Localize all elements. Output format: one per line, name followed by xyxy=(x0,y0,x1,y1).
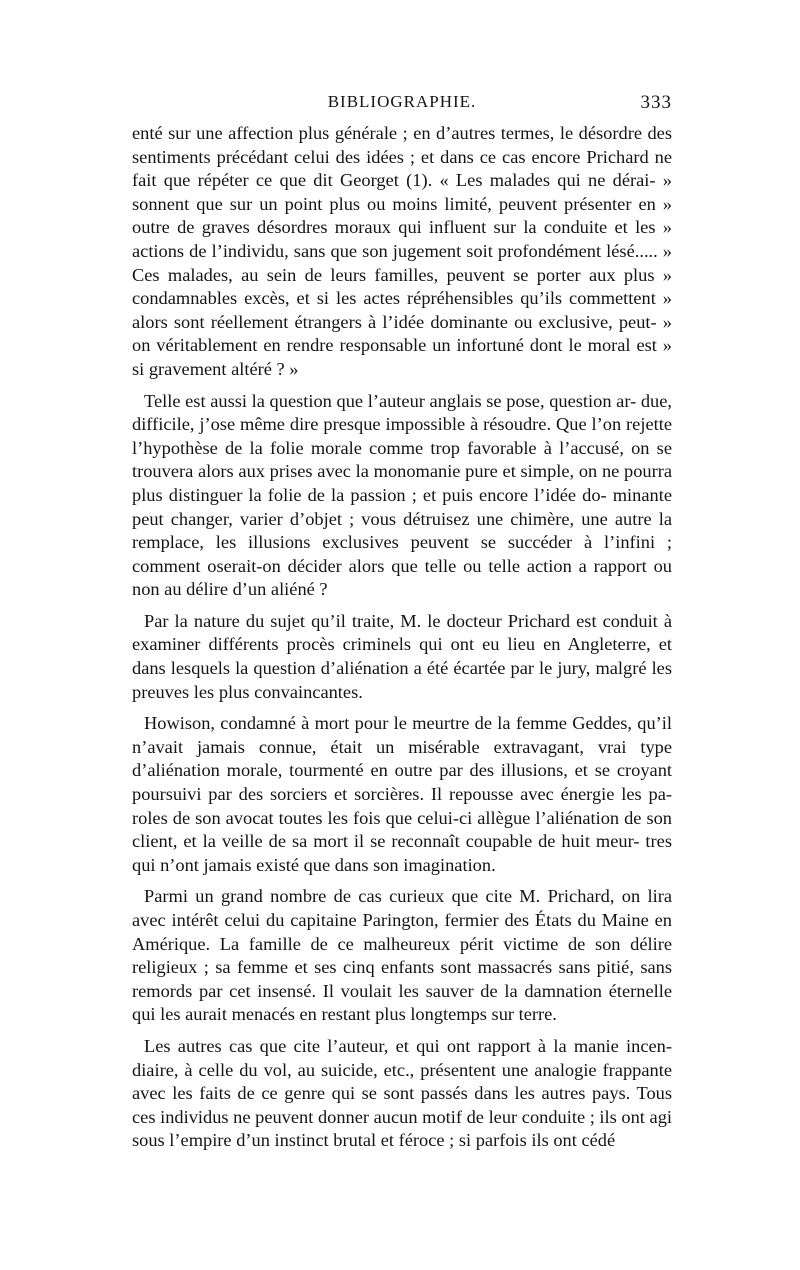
paragraph: Les autres cas que cite l’auteur, et qui ont rapport à la manie incen- diaire, à celle du vol, au suicide, etc., présentent une analogie frappante avec les faits de ce genre qui se sont passés dans les autres pays. Tous ces individus ne peuvent donner aucun motif de leur conduite ; ils ont agi sous l’empire d’un instinct brutal et féroce ; si parfois ils ont cédé xyxy=(132,1035,672,1151)
body-text xyxy=(132,122,672,1153)
page-number: 333 xyxy=(640,92,672,113)
paragraph: Parmi un grand nombre de cas curieux que cite M. Prichard, on lira avec intérêt celui du capitaine Parington, fermier des États du Maine en Amérique. La famille de ce malheureux périt victime de son délire religieux ; sa femme et ses cinq enfants sont massacrés sans pitié, sans remords par cet insensé. Il voulait les sauver de la damnation éternelle qui les aurait menacés en restant plus longtemps sur terre. xyxy=(132,886,672,1025)
book-page xyxy=(132,92,672,1161)
paragraph: Par la nature du sujet qu’il traite, M. le docteur Prichard est conduit à examiner différents procès criminels qui ont eu lieu en Angleterre, et dans lesquels la question d’aliénation a été écartée par le jury, malgré les preuves les plus convaincantes. xyxy=(132,610,672,702)
paragraph: Telle est aussi la question que l’auteur anglais se pose, question ar- due, difficile, j’ose même dire presque impossible à résoudre. Que l’on rejette l’hypothèse de la folie morale comme trop favorable à l’accusé, on se trouvera alors aux prises avec la monomanie pure et simple, on ne pourra plus distinguer la folie de la passion ; et puis encore l’idée do- minante peut changer, varier d’objet ; vous détruisez une chimère, une autre la remplace, les illusions exclusives peuvent se succéder à l’infini ; comment oserait-on décider alors que telle ou telle action a rapport ou non au délire d’un aliéné ? xyxy=(132,390,672,600)
running-head xyxy=(132,92,672,118)
paragraph: enté sur une affection plus générale ; en d’autres termes, le désordre des sentiments précédant celui des idées ; et dans ce cas encore Prichard ne fait que répéter ce que dit Georget (1). « Les malades qui ne dérai- » sonnent que sur un point plus ou moins limité, peuvent présenter en » outre de graves désordres moraux qui influent sur la conduite et les » actions de l’individu, sans que son jugement soit profondément lésé..... » Ces malades, au sein de leurs familles, peuvent se porter aux plus » condamnables excès, et si les actes répréhensibles qu’ils commettent » alors sont réellement étrangers à l’idée dominante ou exclusive, peut- » on véritablement en rendre responsable un infortuné dont le moral est » si gravement altéré ? » xyxy=(132,123,672,379)
paragraph: Howison, condamné à mort pour le meurtre de la femme Geddes, qu’il n’avait jamais connue, était un misérable extravagant, vrai type d’aliénation morale, tourmenté en outre par des illusions, et se croyant poursuivi par des sorciers et sorcières. Il repousse avec énergie les pa- roles de son avocat toutes les fois que celui-ci allègue l’aliénation de son client, et la veille de sa mort il se reconnaît coupable de huit meur- tres qui n’ont jamais existé que dans son imagination. xyxy=(132,713,672,875)
running-title: BIBLIOGRAPHIE. xyxy=(327,92,477,111)
